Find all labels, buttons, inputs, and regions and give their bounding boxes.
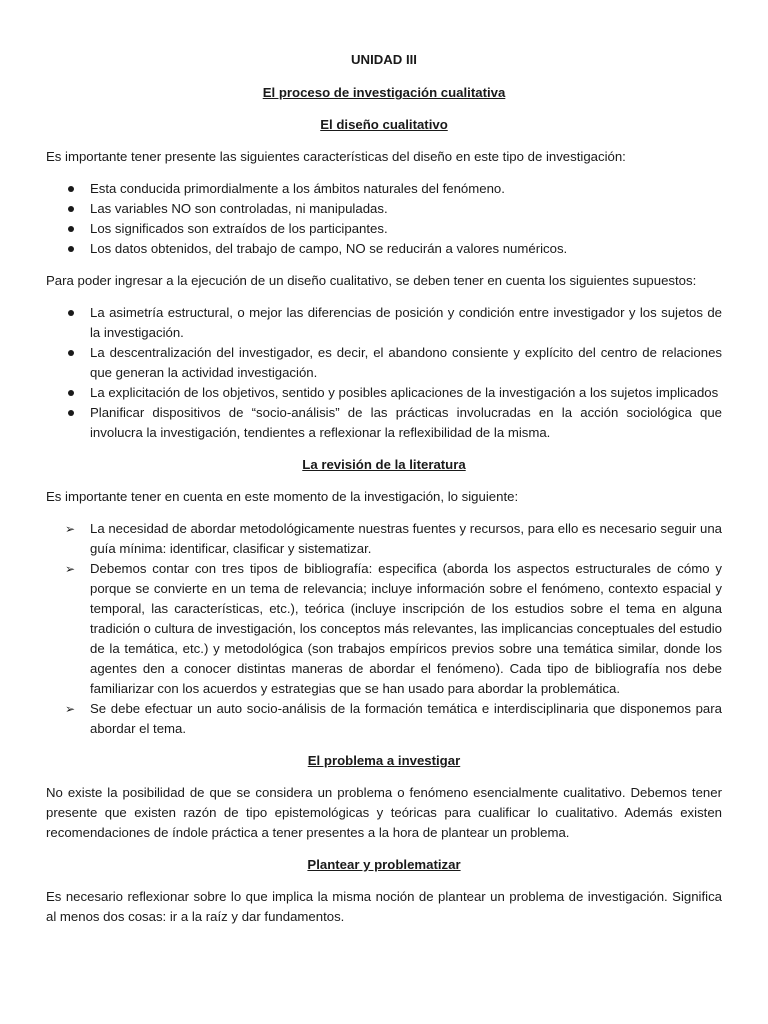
list-item: La asimetría estructural, o mejor las diferencias de posición y condición entre investigador y los sujetos de la investigación. [46,303,722,343]
list-item: La descentralización del investigador, es decir, el abandono consiente y explícito del centro de relaciones que generan la actividad investigación. [46,343,722,383]
assumptions-intro: Para poder ingresar a la ejecución de un diseño cualitativo, se deben tener en cuenta los siguientes supuestos: [46,273,697,288]
list-item: ➢ Debemos contar con tres tipos de bibliografía: especifica (aborda los aspectos estructurales de cómo y porque se convierte en un tema de relevancia; incluye información sobre el fenómeno, contexto espacial y temporal, las características, etc.), teórica (incluye inscripción de los estudios sobre el tema en alguna tradición o cultura de investigación, los conceptos más relevantes, las implicancias conceptuales del estudio de la temática, etc.) y metodológica (son trabajos empíricos previos sobre una temática similar, donde los agentes den a conocer distintas maneras de abordar el fenómeno). Cada tipo de bibliografía nos debe familiarizar con los acuerdos y estrategias que se han usado para abordar la problemática. [46,559,722,699]
list-item: ➢ La necesidad de abordar metodológicamente nuestras fuentes y recursos, para ello es necesario seguir una guía mínima: identificar, clasificar y sistematizar. [46,519,722,559]
list-item: ➢ Se debe efectuar un auto socio-análisis de la formación temática e interdisciplinaria que disponemos para abordar el tema. [46,699,722,739]
literature-list [46,519,722,739]
assumptions-list [46,303,722,443]
main-title: El proceso de investigación cualitativa [262,85,506,100]
list-item: La explicitación de los objetivos, sentido y posibles aplicaciones de la investigación a los sujetos implicados [46,383,722,403]
list-item: Las variables NO son controladas, ni manipuladas. [46,199,722,219]
section-title-problematize: Plantear y problematizar [307,857,461,872]
problem-paragraph: No existe la posibilidad de que se considera un problema o fenómeno esencialmente cualitativo. Debemos tener presente que existen razón de tipo epistemológicas y teóricas para cualificar lo cualitativo. Además existen recomendaciones de índole práctica a tener presentes a la hora de plantear un problema. [46,785,722,840]
section-title-design: El diseño cualitativo [320,117,448,132]
list-item: Planificar dispositivos de “socio-análisis” de las prácticas involucradas en la acción sociológica que involucra la investigación, tendientes a reflexionar la reflexibilidad de la misma. [46,403,722,443]
section-title-literature: La revisión de la literatura [302,457,466,472]
list-item: Esta conducida primordialmente a los ámbitos naturales del fenómeno. [46,179,722,199]
unit-heading: UNIDAD III [351,52,417,67]
list-item: Los datos obtenidos, del trabajo de campo, NO se reducirán a valores numéricos. [46,239,722,259]
list-item: Los significados son extraídos de los participantes. [46,219,722,239]
literature-intro: Es importante tener en cuenta en este momento de la investigación, lo siguiente: [46,489,519,504]
section-title-problem: El problema a investigar [307,753,461,768]
design-intro: Es importante tener presente las siguientes características del diseño en este tipo de investigación: [46,149,626,164]
design-features-list [46,179,722,259]
problematize-paragraph: Es necesario reflexionar sobre lo que implica la misma noción de plantear un problema de investigación. Significa al menos dos cosas: ir a la raíz y dar fundamentos. [46,889,722,924]
